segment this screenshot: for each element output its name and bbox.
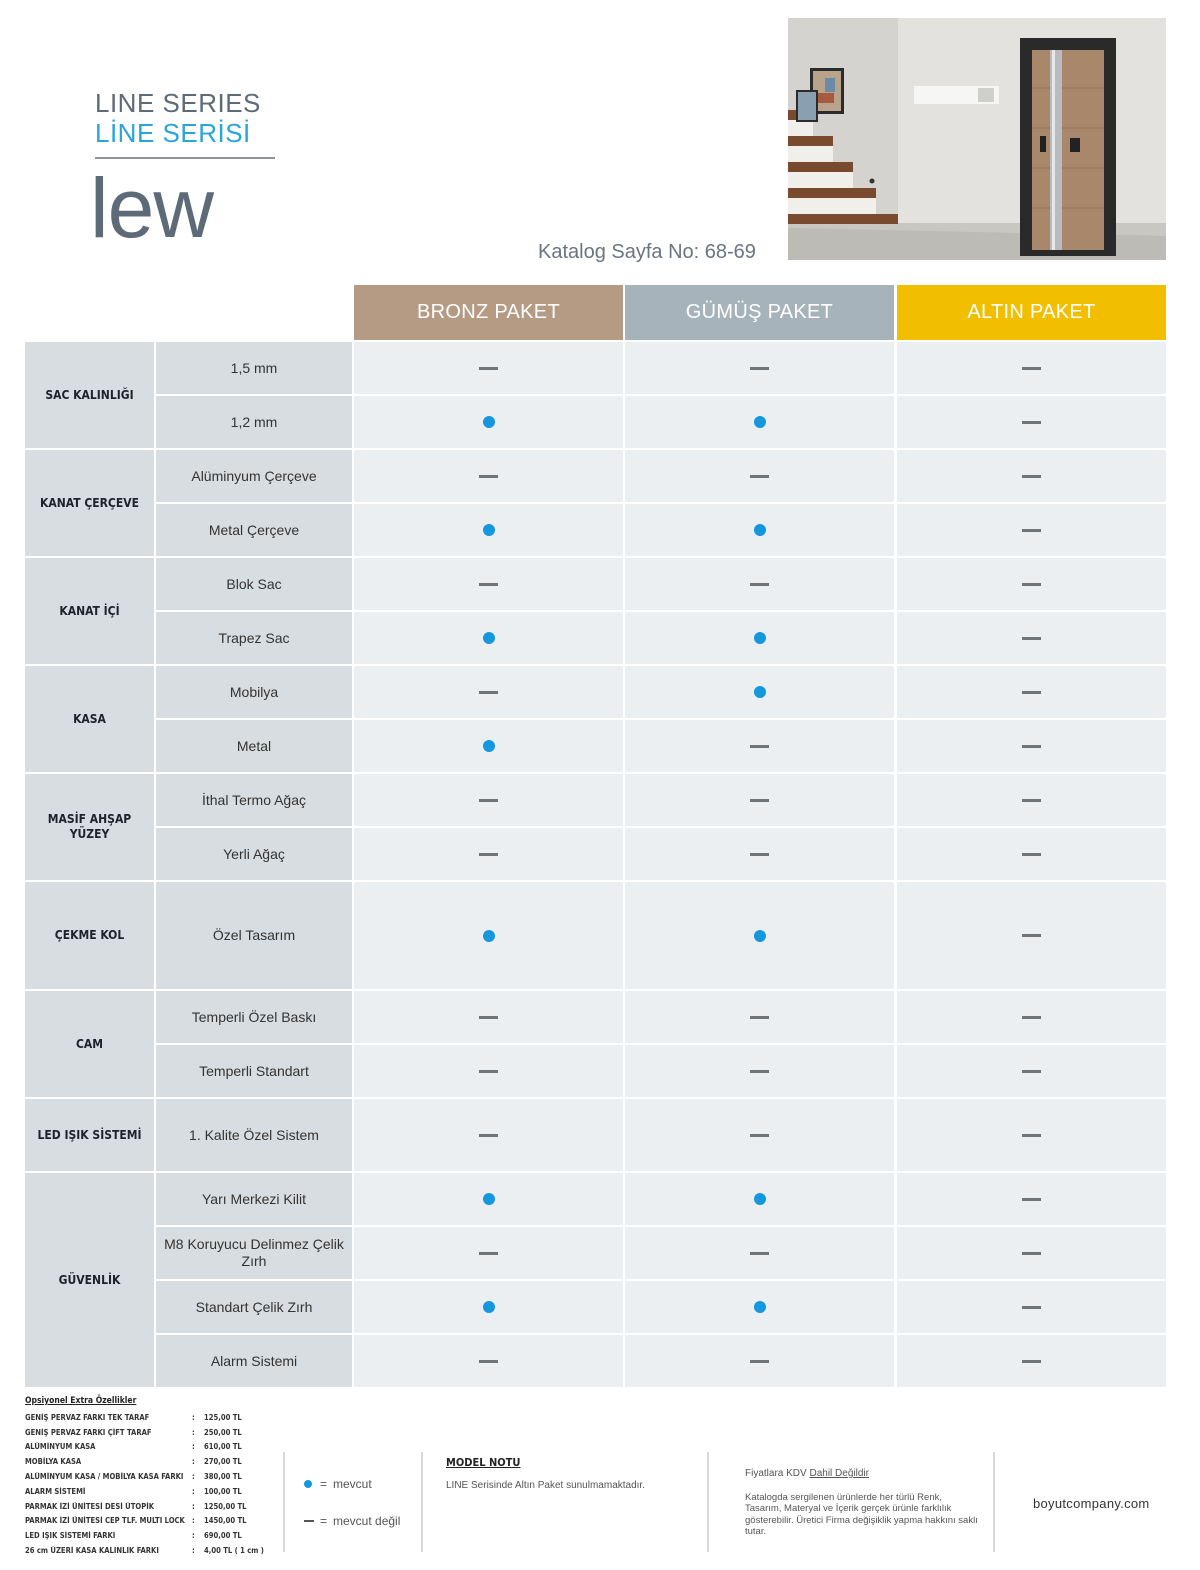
feature-label: Alarm Sistemi <box>156 1335 352 1387</box>
available-dot-icon <box>483 1193 495 1205</box>
available-dot-icon <box>754 632 766 644</box>
category-label: KASA <box>25 666 154 772</box>
value-cell-bronz <box>354 396 623 448</box>
extra-item-separator: : <box>192 1472 195 1482</box>
available-dot-icon <box>483 930 495 942</box>
value-cell-altin <box>897 828 1166 880</box>
unavailable-dash-icon <box>750 1360 769 1363</box>
unavailable-dash-icon <box>479 475 498 478</box>
unavailable-dash-icon <box>1022 475 1041 478</box>
extra-item-separator: : <box>192 1457 195 1467</box>
extra-item-name: ALÜMİNYUM KASA <box>25 1442 96 1452</box>
value-cell-altin <box>897 342 1166 394</box>
feature-label: Standart Çelik Zırh <box>156 1281 352 1333</box>
package-header-altin: ALTIN PAKET <box>897 285 1166 340</box>
extra-item <box>25 1528 287 1543</box>
feature-label: Mobilya <box>156 666 352 718</box>
value-cell-gumus <box>625 882 894 989</box>
value-cell-bronz <box>354 1335 623 1387</box>
extras-price-list <box>25 1410 287 1558</box>
website-url[interactable]: boyutcompany.com <box>1033 1496 1150 1511</box>
extra-item-price: 125,00 TL <box>204 1412 242 1422</box>
available-dot-icon <box>754 1301 766 1313</box>
value-cell-altin <box>897 1099 1166 1171</box>
unavailable-dash-icon <box>479 1252 498 1255</box>
unavailable-dash-icon <box>750 367 769 370</box>
unavailable-dash-icon <box>1022 799 1041 802</box>
unavailable-dash-icon <box>750 799 769 802</box>
unavailable-dash-icon <box>1022 1360 1041 1363</box>
unavailable-dash-icon <box>1022 934 1041 937</box>
package-header-bronz: BRONZ PAKET <box>354 285 623 340</box>
catalog-page-number: Katalog Sayfa No: 68-69 <box>538 241 756 263</box>
footer-divider <box>707 1452 709 1552</box>
value-cell-altin <box>897 504 1166 556</box>
header-divider <box>95 157 275 159</box>
unavailable-dash-icon <box>1022 583 1041 586</box>
value-cell-gumus <box>625 1335 894 1387</box>
feature-label: İthal Termo Ağaç <box>156 774 352 826</box>
legend-available-label: mevcut <box>333 1477 372 1491</box>
value-cell-altin <box>897 774 1166 826</box>
feature-label: Trapez Sac <box>156 612 352 664</box>
value-cell-bronz <box>354 450 623 502</box>
category-label: CAM <box>25 991 154 1097</box>
category-label: ÇEKME KOL <box>25 882 154 989</box>
available-dot-icon <box>754 686 766 698</box>
feature-label: Blok Sac <box>156 558 352 610</box>
unavailable-dash-icon <box>479 367 498 370</box>
product-photo <box>788 18 1166 260</box>
value-cell-bronz <box>354 612 623 664</box>
model-note-title: MODEL NOTU <box>446 1456 521 1469</box>
extra-item-separator: : <box>192 1516 195 1526</box>
extra-item-separator: : <box>192 1546 195 1556</box>
value-cell-gumus <box>625 1227 894 1279</box>
value-cell-bronz <box>354 1173 623 1225</box>
unavailable-dash-icon <box>479 853 498 856</box>
feature-label: 1. Kalite Özel Sistem <box>156 1099 352 1171</box>
series-title-tr: LİNE SERİSİ <box>95 118 251 148</box>
value-cell-gumus <box>625 1099 894 1171</box>
value-cell-altin <box>897 1045 1166 1097</box>
unavailable-dash-icon <box>479 799 498 802</box>
unavailable-dash-icon <box>750 745 769 748</box>
value-cell-bronz <box>354 1045 623 1097</box>
unavailable-dash-icon <box>1022 637 1041 640</box>
available-dot-icon <box>754 416 766 428</box>
value-cell-bronz <box>354 882 623 989</box>
extra-item-price: 270,00 TL <box>204 1457 242 1467</box>
value-cell-bronz <box>354 1227 623 1279</box>
unavailable-dash-icon <box>750 475 769 478</box>
available-dot-icon <box>483 524 495 536</box>
unavailable-dash-icon <box>479 691 498 694</box>
feature-label: Özel Tasarım <box>156 882 352 989</box>
available-dot-icon <box>304 1480 312 1488</box>
unavailable-dash-icon <box>750 1134 769 1137</box>
extra-item-price: 100,00 TL <box>204 1486 242 1496</box>
extras-title: Opsiyonel Extra Özellikler <box>25 1396 137 1406</box>
extra-item <box>25 1454 287 1469</box>
value-cell-altin <box>897 558 1166 610</box>
feature-label: Yerli Ağaç <box>156 828 352 880</box>
unavailable-dash-icon <box>1022 1016 1041 1019</box>
unavailable-dash-icon <box>1022 1306 1041 1309</box>
unavailable-dash-icon <box>1022 1134 1041 1137</box>
unavailable-dash-icon <box>479 583 498 586</box>
extra-item-separator: : <box>192 1501 195 1511</box>
extra-item-price: 1250,00 TL <box>204 1501 247 1511</box>
value-cell-altin <box>897 396 1166 448</box>
extra-item <box>25 1425 287 1440</box>
extra-item <box>25 1514 287 1529</box>
package-header-gumus: GÜMÜŞ PAKET <box>625 285 894 340</box>
value-cell-altin <box>897 450 1166 502</box>
extra-item-separator: : <box>192 1442 195 1452</box>
value-cell-bronz <box>354 1099 623 1171</box>
value-cell-altin <box>897 1227 1166 1279</box>
unavailable-dash-icon <box>1022 1252 1041 1255</box>
unavailable-dash-icon <box>1022 421 1041 424</box>
footer-divider <box>421 1452 423 1552</box>
extra-item-price: 4,00 TL ( 1 cm ) <box>204 1546 264 1556</box>
unavailable-dash-icon <box>1022 691 1041 694</box>
value-cell-gumus <box>625 991 894 1043</box>
feature-label: Temperli Standart <box>156 1045 352 1097</box>
value-cell-bronz <box>354 504 623 556</box>
extra-item-name: GENİŞ PERVAZ FARKI ÇİFT TARAF <box>25 1427 152 1437</box>
value-cell-altin <box>897 1173 1166 1225</box>
value-cell-bronz <box>354 342 623 394</box>
value-cell-gumus <box>625 342 894 394</box>
extra-item <box>25 1469 287 1484</box>
feature-label: Yarı Merkezi Kilit <box>156 1173 352 1225</box>
unavailable-dash-icon <box>1022 367 1041 370</box>
series-title-en: LINE SERIES <box>95 88 261 118</box>
unavailable-dash-icon <box>479 1360 498 1363</box>
value-cell-gumus <box>625 504 894 556</box>
value-cell-altin <box>897 612 1166 664</box>
price-note <box>745 1468 869 1479</box>
value-cell-gumus <box>625 396 894 448</box>
extra-item <box>25 1410 287 1425</box>
extra-item-name: ALARM SİSTEMİ <box>25 1486 86 1496</box>
extra-item <box>25 1484 287 1499</box>
extra-item-price: 690,00 TL <box>204 1531 242 1541</box>
available-dot-icon <box>483 632 495 644</box>
feature-label: Temperli Özel Baskı <box>156 991 352 1043</box>
extra-item-separator: : <box>192 1427 195 1437</box>
unavailable-dash-icon <box>479 1016 498 1019</box>
available-dot-icon <box>483 740 495 752</box>
extra-item-separator: : <box>192 1412 195 1422</box>
category-label: MASİF AHŞAP YÜZEY <box>25 774 154 880</box>
feature-label: Metal <box>156 720 352 772</box>
value-cell-gumus <box>625 720 894 772</box>
catalog-disclaimer: Katalogda sergilenen ürünlerde her türlü Renk, Tasarım, Materyal ve İçerik gerçek ürünle farklılık gösterebilir. Üretici Firma değişiklik yapma hakkını saklı tutar. <box>745 1492 978 1538</box>
feature-label: Metal Çerçeve <box>156 504 352 556</box>
value-cell-gumus <box>625 1045 894 1097</box>
footer-divider <box>283 1452 285 1552</box>
legend-unavailable <box>304 1514 400 1528</box>
category-label: LED IŞIK SİSTEMİ <box>25 1099 154 1171</box>
category-label: GÜVENLİK <box>25 1173 154 1387</box>
extra-item-name: LED IŞIK SİSTEMİ FARKI <box>25 1531 116 1541</box>
available-dot-icon <box>754 1193 766 1205</box>
value-cell-altin <box>897 1281 1166 1333</box>
feature-label: 1,5 mm <box>156 342 352 394</box>
value-cell-gumus <box>625 558 894 610</box>
value-cell-bronz <box>354 828 623 880</box>
unavailable-dash-icon <box>750 1252 769 1255</box>
value-cell-altin <box>897 720 1166 772</box>
extra-item <box>25 1543 287 1558</box>
value-cell-gumus <box>625 612 894 664</box>
unavailable-dash-icon <box>750 583 769 586</box>
legend-unavailable-label: mevcut değil <box>333 1514 401 1528</box>
available-dot-icon <box>483 416 495 428</box>
extra-item-name: PARMAK İZİ ÜNİTESİ CEP TLF. MULTI LOCK <box>25 1516 185 1526</box>
category-label: KANAT İÇİ <box>25 558 154 664</box>
value-cell-gumus <box>625 450 894 502</box>
extra-item-price: 250,00 TL <box>204 1427 242 1437</box>
value-cell-altin <box>897 882 1166 989</box>
legend-available <box>304 1477 372 1491</box>
extra-item-name: 26 cm ÜZERİ KASA KALINLIK FARKI <box>25 1546 159 1556</box>
unavailable-dash-icon <box>479 1070 498 1073</box>
unavailable-dash-icon <box>1022 745 1041 748</box>
value-cell-gumus <box>625 828 894 880</box>
extra-item-name: ALÜMİNYUM KASA / MOBİLYA KASA FARKI <box>25 1472 184 1482</box>
extra-item-name: GENİŞ PERVAZ FARKI TEK TARAF <box>25 1412 150 1422</box>
model-note-text: LINE Serisinde Altın Paket sunulmamaktadır. <box>446 1480 645 1491</box>
extra-item-separator: : <box>192 1531 195 1541</box>
category-label: SAC KALINLIĞI <box>25 342 154 448</box>
unavailable-dash-icon <box>1022 1070 1041 1073</box>
extra-item-name: MOBİLYA KASA <box>25 1457 82 1467</box>
value-cell-bronz <box>354 1281 623 1333</box>
value-cell-altin <box>897 991 1166 1043</box>
feature-label: Alüminyum Çerçeve <box>156 450 352 502</box>
unavailable-dash-icon <box>750 1016 769 1019</box>
available-dot-icon <box>754 524 766 536</box>
value-cell-bronz <box>354 666 623 718</box>
feature-label: 1,2 mm <box>156 396 352 448</box>
value-cell-gumus <box>625 666 894 718</box>
extra-item <box>25 1440 287 1455</box>
unavailable-dash-icon <box>1022 853 1041 856</box>
extra-item <box>25 1499 287 1514</box>
extra-item-price: 380,00 TL <box>204 1472 242 1482</box>
model-name: lew <box>90 161 214 255</box>
unavailable-dash-icon <box>750 853 769 856</box>
value-cell-altin <box>897 1335 1166 1387</box>
unavailable-dash-icon <box>304 1520 314 1522</box>
category-label: KANAT ÇERÇEVE <box>25 450 154 556</box>
feature-label: M8 Koruyucu Delinmez Çelik Zırh <box>156 1227 352 1279</box>
value-cell-gumus <box>625 774 894 826</box>
available-dot-icon <box>754 930 766 942</box>
value-cell-altin <box>897 666 1166 718</box>
extra-item-name: PARMAK İZİ ÜNİTESİ DESİ ÜTOPİK <box>25 1501 155 1511</box>
unavailable-dash-icon <box>1022 529 1041 532</box>
unavailable-dash-icon <box>479 1134 498 1137</box>
value-cell-gumus <box>625 1173 894 1225</box>
value-cell-gumus <box>625 1281 894 1333</box>
available-dot-icon <box>483 1301 495 1313</box>
price-note-emph: Dahil Değildir <box>809 1468 869 1479</box>
value-cell-bronz <box>354 774 623 826</box>
value-cell-bronz <box>354 720 623 772</box>
unavailable-dash-icon <box>750 1070 769 1073</box>
value-cell-bronz <box>354 558 623 610</box>
footer-divider <box>993 1452 995 1552</box>
value-cell-bronz <box>354 991 623 1043</box>
unavailable-dash-icon <box>1022 1198 1041 1201</box>
extra-item-price: 1450,00 TL <box>204 1516 247 1526</box>
legend-eq: = <box>320 1477 328 1491</box>
extra-item-separator: : <box>192 1486 195 1496</box>
legend-eq: = <box>320 1514 328 1528</box>
extra-item-price: 610,00 TL <box>204 1442 242 1452</box>
price-note-prefix: Fiyatlara KDV <box>745 1468 810 1479</box>
